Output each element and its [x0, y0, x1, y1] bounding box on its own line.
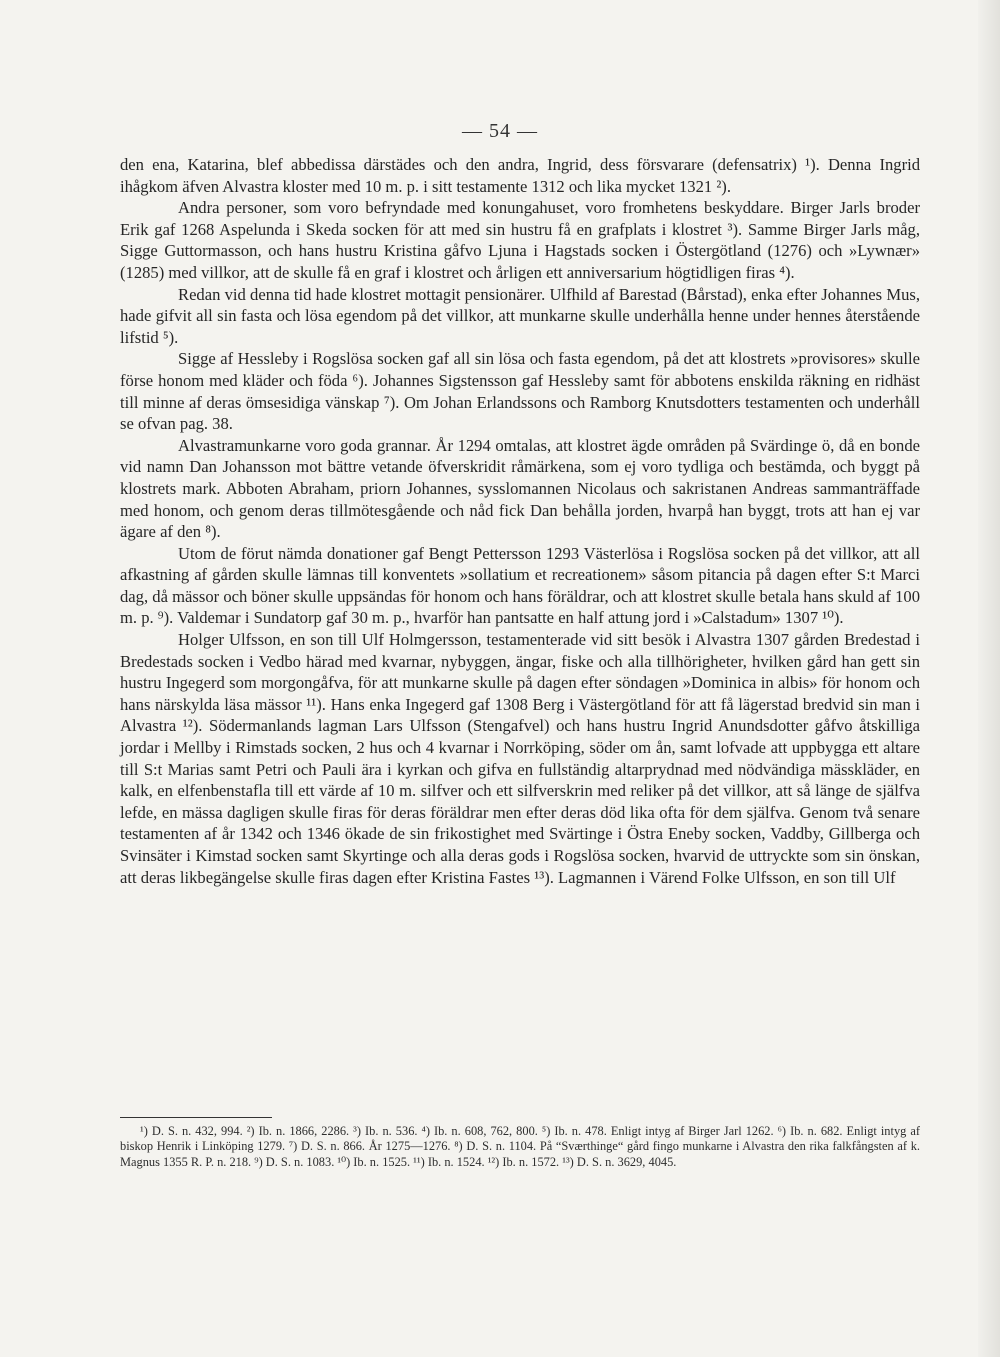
- paragraph: den ena, Katarina, blef abbedissa därstädes och den andra, Ingrid, dess försvarare (defensatrix) ¹). Denna Ingrid ihågkom äfven Alvastra kloster med 10 m. p. i sitt testamente 1312 och lika mycket 1321 ²).: [120, 155, 920, 196]
- footnotes: [120, 1124, 920, 1170]
- page-number: — 54 —: [462, 120, 538, 142]
- paragraph: Utom de förut nämda donationer gaf Bengt Pettersson 1293 Västerlösa i Rogslösa socken på det villkor, att all afkastning af gården skulle lämnas till konventets »sollatium et recreationem» såsom pitancia på dagen efter S:t Marci dag, då mässor och böner skulle uppsändas för honom och hans föräldrar, och att klostret skulle betala hans skuld af 100 m. p. ⁹). Valdemar i Sundatorp gaf 30 m. p., hvarför han pantsatte en half attung jord i »Calstadum» 1307 ¹⁰).: [120, 543, 920, 628]
- main-text: [120, 154, 920, 888]
- paragraph: Andra personer, som voro befryndade med konungahuset, voro fromhetens beskyddare. Birger Jarls broder Erik gaf 1268 Aspelunda i Skeda socken för att med sin hustru få en grafplats i klostret ³). Samme Birger Jarls måg, Sigge Guttormasson, och hans hustru Kristina gåfvo Ljuna i Hagstads socken i Östergötland (1276) och »Lywnær» (1285) med villkor, att de skulle få en graf i klostret och årligen ett anniversarium högtidligen firas ⁴).: [120, 198, 920, 282]
- page-edge-shadow: [978, 0, 1000, 1357]
- paragraph: Holger Ulfsson, en son till Ulf Holmgersson, testamenterade vid sitt besök i Alvastra 1307 gården Bredestad i Bredestads socken i Vedbo härad med kvarnar, nybyggen, ängar, fiske och alla tillhörigheter, hvilken gård han gett sin hustru Ingegerd som morgongåfva, för att munkarne skulle på dagen efter söndagen »Dominica in albis» för honom och hans närskylda läsa mässor ¹¹). Hans enka Ingegerd gaf 1308 Berg i Västergötland för att få lägerstad bredvid sin man i Alvastra ¹²). Södermanlands lagman Lars Ulfsson (Stengafvel) och hans hustru Ingrid Anundsdotter gåfvo åtskilliga jordar i Mellby i Rimstads socken, 2 hus och 4 kvarnar i Norrköping, söder om ån, samt lofvade att uppbygga ett altare till S:t Marias samt Petri och Pauli ära i kyrkan och gifva en fullständig altarprydnad med nödvändiga mässkläder, en kalk, en elfenbenstafla till ett värde af 10 m. silfver och ett silfverskrin med reliker på det villkor, att så länge de själfva lefde, en mässa dagligen skulle firas för deras föräldrar men efter deras död lika ofta för dem själfva. Genom två senare testamenten af år 1342 och 1346 ökade de sin frikostighet med Svärtinge i Östra Eneby socken, Vaddby, Gillberga och Svinsäter i Kimstad socken samt Skyrtinge och alla deras gods i Rogslösa socken, hvarvid de uttryckte som sin önskan, att deras likbegängelse skulle firas dagen efter Kristina Fastes ¹³). Lagmannen i Värend Folke Ulfsson, en son till Ulf: [120, 630, 920, 887]
- paragraph: Alvastramunkarne voro goda grannar. År 1294 omtalas, att klostret ägde områden på Svärdinge ö, då en bonde vid namn Dan Johansson mot bättre vetande öfverskridit råmärkena, som ej voro tydliga och bestämda, och byggt på klostrets mark. Abboten Abraham, priorn Johannes, sysslomannen Nicolaus och sakristanen Andreas sammanträffade med honom, och genom deras tillmötesgående och nåd fick Dan behålla jorden, hvarpå han byggt, trots att han ej var ägare af den ⁸).: [120, 435, 920, 542]
- footnote-text: ¹) D. S. n. 432, 994. ²) Ib. n. 1866, 2286. ³) Ib. n. 536. ⁴) Ib. n. 608, 762, 800. ⁵) Ib. n. 478. Enligt intyg af Birger Jarl 1262. ⁶) Ib. n. 682. Enligt intyg af biskop Henrik i Linköping 1279. ⁷) D. S. n. 866. År 1275—1276. ⁸) D. S. n. 1104. På “Sværthinge“ gård fingo munkarne i Alvastra den rika falkfångsten af k. Magnus 1355 R. P. n. 218. ⁹) D. S. n. 1083. ¹⁰) Ib. n. 1525. ¹¹) Ib. n. 1524. ¹²) Ib. n. 1572. ¹³) D. S. n. 3629, 4045.: [120, 1124, 920, 1169]
- paragraph: Sigge af Hessleby i Rogslösa socken gaf all sin lösa och fasta egendom, på det att klostrets »provisores» skulle förse honom med kläder och föda ⁶). Johannes Sigstensson gaf Hessleby samt för abbotens enskilda räkning en ridhäst till minne af deras ömsesidiga vänskap ⁷). Om Johan Erlandssons och Ramborg Knutsdotters testamenten och underhåll se ofvan pag. 38.: [120, 349, 920, 434]
- paragraph: Redan vid denna tid hade klostret mottagit pensionärer. Ulfhild af Barestad (Bårstad), enka efter Johannes Mus, hade gifvit all sin fasta och lösa egendom på det villkor, att munkarne skulle underhålla henne under hennes återstående lifstid ⁵).: [120, 284, 920, 347]
- footnote-divider: [120, 1117, 272, 1118]
